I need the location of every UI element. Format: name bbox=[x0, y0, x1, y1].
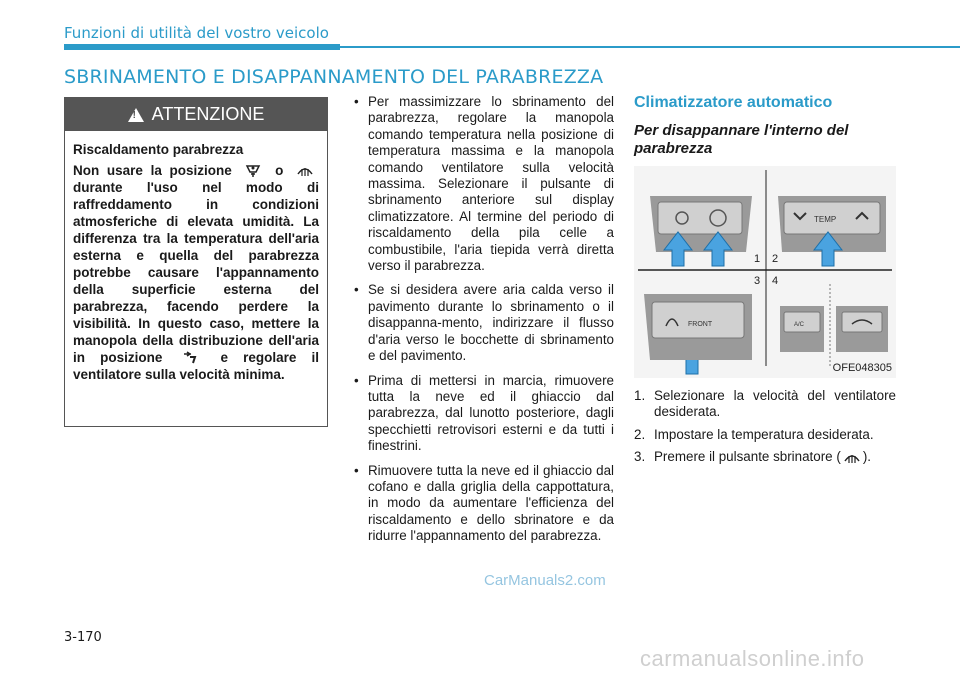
figure-label-3: 3 bbox=[754, 275, 761, 287]
figure-code: OFE048305 bbox=[832, 362, 892, 374]
warning-text: Non usare la posizione o durante l'uso nel modo di raffreddamento in condizioni atmosferiche di elevata umidità. La differenza tra la temperatura dell'aria esterna e quella del parabrezza potrebbe causare l'appannamento della superficie esterna del parabrezza, facendo perdere la visibilità. In questo caso, mettere la manopola della distribuzione dell'aria in posizione e regolare il ventilatore sulla velocità minima. bbox=[73, 163, 319, 382]
climate-panel-illustration bbox=[634, 166, 896, 378]
climate-control-figure bbox=[634, 166, 896, 378]
floor-defrost-mode-icon bbox=[243, 164, 263, 178]
warning-header bbox=[65, 98, 327, 131]
page-number: 3-170 bbox=[64, 630, 102, 645]
list-item: • Rimuovere tutta la neve ed il ghiaccio dal cofano e dalla griglia della cappottatura, in modo da aumentare l'efficienza del riscaldamento e dello sbrinatore e da ridurre l'appannamento del parabrezza. bbox=[352, 463, 614, 545]
section-subheading: Per disappannare l'interno del parabrezza bbox=[634, 122, 849, 157]
step-3: 3. Premere il pulsante sbrinatore ( ). bbox=[634, 449, 871, 465]
section-subtitle: Climatizzatore automatico bbox=[634, 94, 833, 111]
warning-body bbox=[65, 131, 327, 383]
warning-box bbox=[64, 97, 328, 427]
defrost-icon bbox=[295, 164, 315, 178]
front-label: FRONT bbox=[688, 321, 713, 328]
watermark-carmanuals2: CarManuals2.com bbox=[484, 572, 606, 589]
figure-label-4: 4 bbox=[772, 275, 779, 287]
list-item: • Prima di mettersi in marcia, rimuovere tutta la neve ed il ghiaccio dal parabrezza, dal lunotto posteriore, dagli specchietti retrovisori esterni e da tutti i finestrini. bbox=[352, 373, 614, 455]
auto-climate-column bbox=[634, 94, 896, 472]
ac-label: A/C bbox=[794, 322, 805, 328]
page-title: SBRINAMENTO E DISAPPANNAMENTO DEL PARABREZZA bbox=[64, 66, 604, 88]
figure-label-2: 2 bbox=[772, 253, 779, 265]
list-item: • Se si desidera avere aria calda verso il pavimento durante lo sbrinamento o il disappanna-mento, indirizzare il flusso d'aria verso le bocchette di sbrinamento e del pavimento. bbox=[352, 282, 614, 364]
defrost-icon bbox=[842, 451, 862, 465]
step-1: 1. Selezionare la velocità del ventilatore desiderata. bbox=[634, 388, 896, 420]
header-rule bbox=[64, 46, 960, 48]
warning-title: Riscaldamento parabrezza bbox=[73, 142, 244, 157]
running-header: Funzioni di utilità del vostro veicolo bbox=[64, 24, 329, 42]
warning-triangle-icon bbox=[128, 108, 144, 122]
temp-label: TEMP bbox=[814, 215, 837, 224]
bullet-list bbox=[352, 94, 614, 545]
floor-windshield-mode-icon bbox=[181, 351, 201, 365]
steps-list bbox=[634, 388, 896, 466]
watermark-carmanualsonline: carmanualsonline.info bbox=[640, 646, 865, 671]
step-2: 2. Impostare la temperatura desiderata. bbox=[634, 426, 874, 442]
figure-label-1: 1 bbox=[754, 253, 761, 265]
warning-label: ATTENZIONE bbox=[151, 104, 265, 124]
instructions-column bbox=[352, 94, 614, 553]
list-item: • Per massimizzare lo sbrinamento del parabrezza, regolare la manopola comando temperatura nella posizione di temperatura massima e la manopola comando ventilatore sulla velocità massima. Selezionare il pulsante di sbrinamento anteriore sul display climatizzatore. Al termine del periodo di riscaldamento della pila celle a combustibile, l'aria tiepida verrà diretta verso il parabrezza. bbox=[352, 94, 614, 274]
